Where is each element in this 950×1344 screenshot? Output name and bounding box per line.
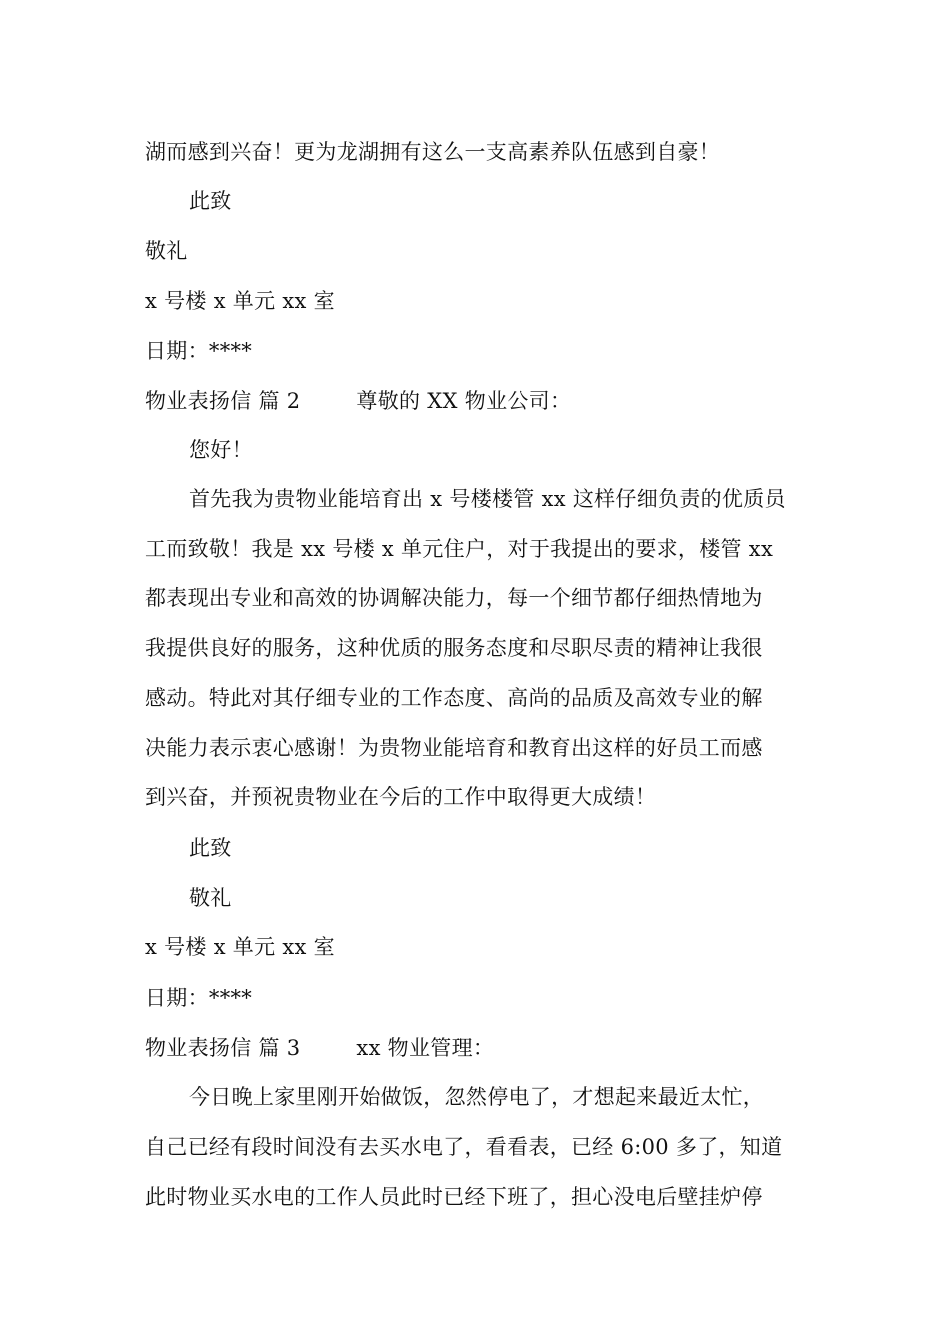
closing-regards: 敬礼 bbox=[189, 886, 232, 910]
paragraph-line: 今日晚上家里刚开始做饭，忽然停电了，才想起来最近太忙， bbox=[189, 1085, 765, 1109]
section-heading-3 bbox=[145, 1034, 494, 1062]
sender-address: x 号楼 x 单元 xx 室 bbox=[145, 289, 335, 313]
greeting-recipient: 尊敬的 XX 物业公司： bbox=[356, 389, 572, 413]
paragraph-line: 此时物业买水电的工作人员此时已经下班了，担心没电后壁挂炉停 bbox=[145, 1185, 763, 1209]
section-title: 物业表扬信 篇 2 bbox=[145, 389, 301, 413]
section-title: 物业表扬信 篇 3 bbox=[145, 1036, 301, 1060]
closing-regards: 敬礼 bbox=[145, 239, 188, 263]
paragraph-line: 自己已经有段时间没有去买水电了，看看表，已经 6:00 多了，知道 bbox=[145, 1135, 783, 1159]
closing-salutation: 此致 bbox=[189, 189, 232, 213]
paragraph-line: 到兴奋，并预祝贵物业在今后的工作中取得更大成绩！ bbox=[145, 785, 657, 809]
paragraph-line: 都表现出专业和高效的协调解决能力，每一个细节都仔细热情地为 bbox=[145, 586, 763, 610]
sender-address: x 号楼 x 单元 xx 室 bbox=[145, 935, 335, 959]
greeting-recipient: xx 物业管理： bbox=[356, 1036, 495, 1060]
paragraph-line: 决能力表示衷心感谢！为贵物业能培育和教育出这样的好员工而感 bbox=[145, 736, 763, 760]
section-heading-2 bbox=[145, 387, 571, 415]
text-line: 湖而感到兴奋！更为龙湖拥有这么一支高素养队伍感到自豪！ bbox=[145, 140, 721, 164]
greeting: 您好！ bbox=[189, 438, 253, 462]
date-line: 日期：**** bbox=[145, 339, 253, 363]
paragraph-line: 感动。特此对其仔细专业的工作态度、高尚的品质及高效专业的解 bbox=[145, 686, 763, 710]
closing-salutation: 此致 bbox=[189, 836, 232, 860]
date-line: 日期：**** bbox=[145, 986, 253, 1010]
paragraph-line: 我提供良好的服务，这种优质的服务态度和尽职尽责的精神让我很 bbox=[145, 636, 763, 660]
paragraph-line: 首先我为贵物业能培育出 x 号楼楼管 xx 这样仔细负责的优质员 bbox=[189, 487, 786, 511]
paragraph-line: 工而致敬！我是 xx 号楼 x 单元住户，对于我提出的要求，楼管 xx bbox=[145, 537, 774, 561]
